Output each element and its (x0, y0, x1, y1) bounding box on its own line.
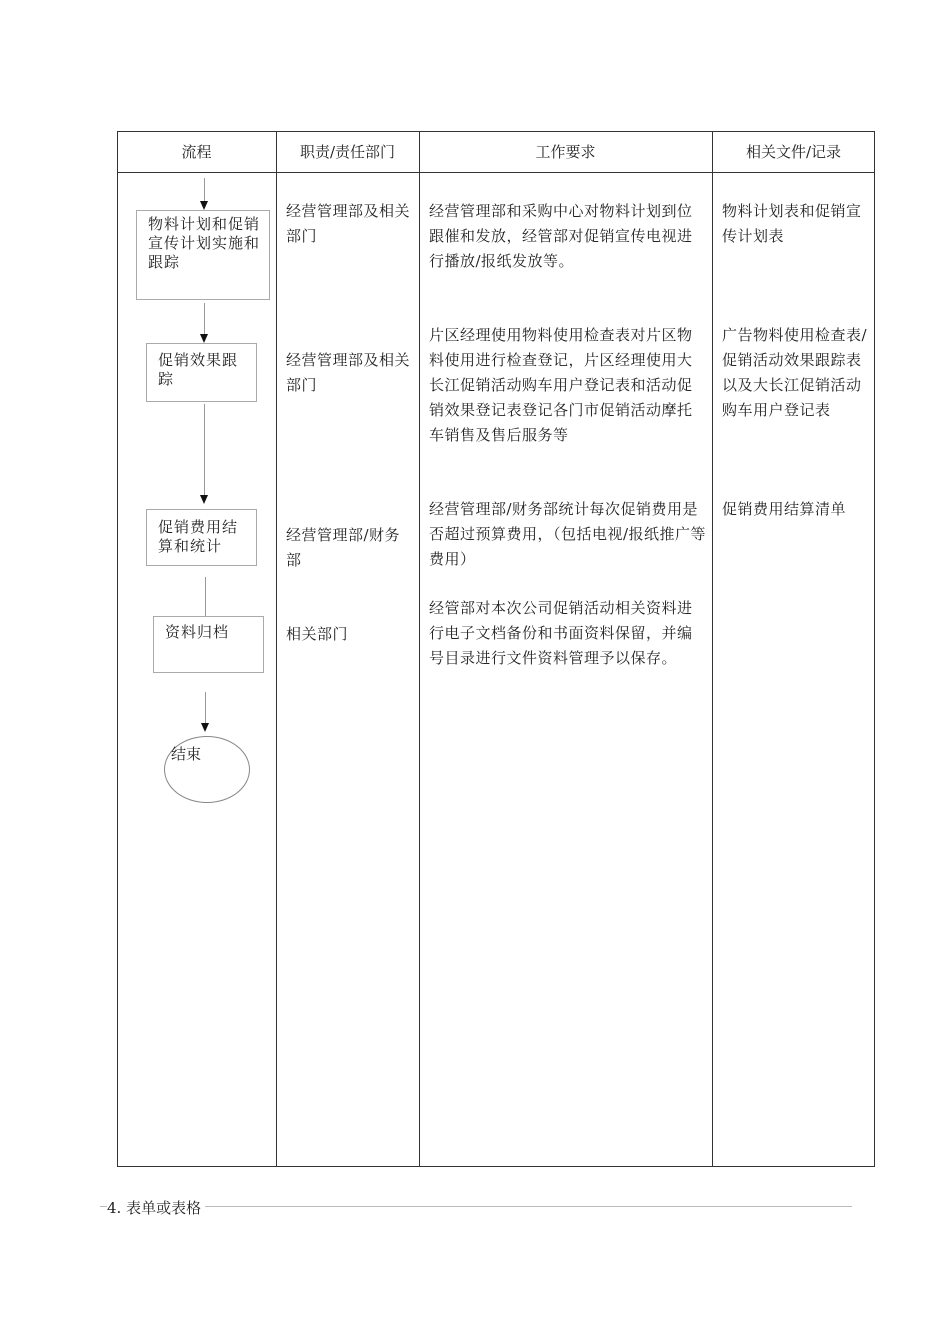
arrow-down-icon (200, 201, 208, 210)
responsibility-cell: 经营管理部及相关部门 (286, 202, 411, 245)
header-divider (117, 172, 875, 173)
flow-step-cost-settlement: 促销费用结算和统计 (146, 509, 257, 566)
section-rule (100, 1206, 852, 1207)
arrow-down-icon (200, 495, 208, 504)
flow-step-archiving: 资料归档 (153, 616, 264, 673)
flow-step-effect-tracking: 促销效果跟踪 (146, 343, 257, 402)
records-cell: 广告物料使用检查表/促销活动效果跟踪表以及大长江促销活动购车用户登记表 (722, 326, 868, 419)
records-cell: 物料计划表和促销宣传计划表 (722, 202, 862, 245)
header-responsibility: 职责/责任部门 (299, 143, 396, 161)
flow-connector (205, 577, 206, 616)
flow-connector (204, 178, 205, 202)
requirements-cell: 经营管理部和采购中心对物料计划到位跟催和发放，经管部对促销宣传电视进行播放/报纸发放等。 (429, 202, 693, 270)
header-requirements: 工作要求 (535, 143, 596, 161)
requirements-cell: 经管部对本次公司促销活动相关资料进行电子文档备份和书面资料保留，并编号目录进行文件资料管理予以保存。 (429, 599, 693, 667)
requirements-cell: 经营管理部/财务部统计每次促销费用是否超过预算费用，（包括电视/报纸推广等费用） (429, 500, 707, 568)
arrow-down-icon (201, 723, 209, 732)
header-flow: 流程 (181, 143, 212, 161)
flow-step-plan-tracking: 物料计划和促销宣传计划实施和跟踪 (136, 210, 270, 300)
flow-connector (204, 303, 205, 335)
flow-connector (205, 692, 206, 724)
header-records: 相关文件/记录 (745, 143, 842, 161)
flow-step-end: 结束 (164, 736, 250, 803)
section-heading: 4. 表单或表格 (107, 1197, 205, 1218)
arrow-down-icon (200, 334, 208, 343)
flow-connector (204, 404, 205, 496)
column-divider-3 (712, 131, 713, 1167)
records-cell: 促销费用结算清单 (722, 500, 847, 518)
responsibility-cell: 经营管理部/财务部 (286, 526, 401, 569)
column-divider-2 (419, 131, 420, 1167)
requirements-cell: 片区经理使用物料使用检查表对片区物料使用进行检查登记，片区经理使用大长江促销活动购车用户登记表和活动促销效果登记表登记各门市促销活动摩托车销售及售后服务等 (429, 326, 693, 444)
responsibility-cell: 相关部门 (286, 625, 349, 643)
column-divider-1 (276, 131, 277, 1167)
responsibility-cell: 经营管理部及相关部门 (286, 351, 411, 394)
